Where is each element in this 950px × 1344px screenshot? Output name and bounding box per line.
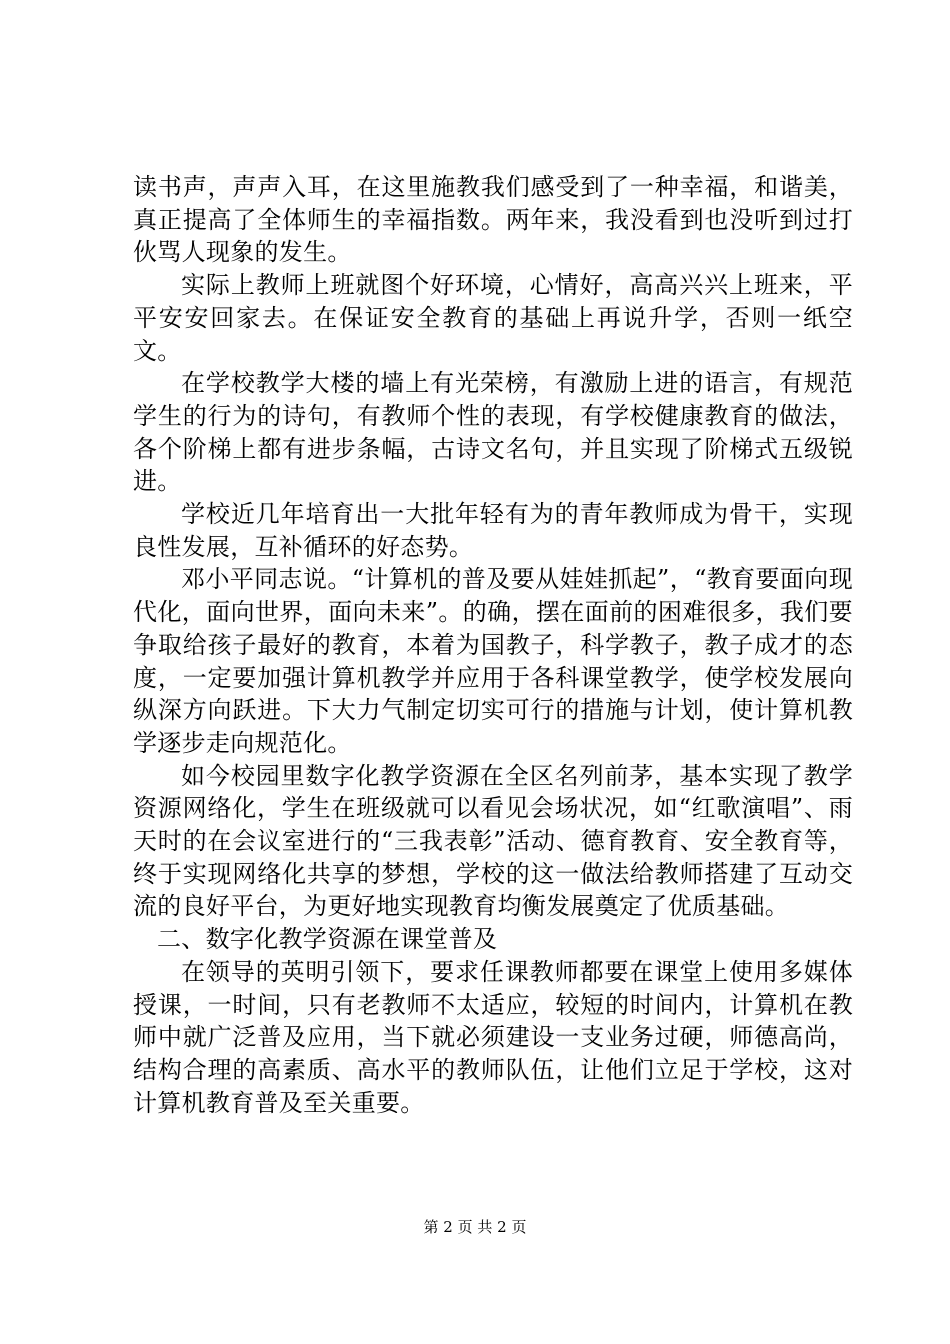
paragraph: 如今校园里数字化教学资源在全区名列前茅，基本实现了教学资源网络化，学生在班级就可以看见会场状况，如“红歌演唱”、雨天时的在会议室进行的“三我表彰”活动、德育教育、安全教育等，终于实现网络化共享的梦想，学校的这一做法给教师搭建了互动交流的良好平台，为更好地实现教育均衡发展奠定了优质基础。 — [133, 761, 853, 921]
paragraph: 邓小平同志说。“计算机的普及要从娃娃抓起”，“教育要面向现代化，面向世界，面向未来”。的确，摆在面前的困难很多，我们要争取给孩子最好的教育，本着为国教子，科学教子，教子成才的态度，一定要加强计算机教学并应用于各科课堂教学，使学校发展向纵深方向跃进。下大力气制定切实可行的措施与计划，使计算机教学逐步走向规范化。 — [133, 565, 853, 757]
section-heading: 二、数字化教学资源在课堂普及 — [157, 925, 498, 954]
page-number-label: 第 2 页 共 2 页 — [423, 1218, 527, 1236]
paragraph: 在学校教学大楼的墙上有光荣榜，有激励上进的语言，有规范学生的行为的诗句，有教师个性的表现，有学校健康教育的做法，各个阶梯上都有进步条幅，古诗文名句，并且实现了阶梯式五级锐进。 — [133, 369, 853, 496]
paragraph: 在领导的英明引领下，要求任课教师都要在课堂上使用多媒体授课，一时间，只有老教师不太适应，较短的时间内，计算机在教师中就广泛普及应用，当下就必须建设一支业务过硬，师德高尚，结构合理的高素质、高水平的教师队伍，让他们立足于学校，这对计算机教育普及至关重要。 — [133, 957, 853, 1117]
paragraph: 实际上教师上班就图个好环境，心情好，高高兴兴上班来，平平安安回家去。在保证安全教育的基础上再说升学，否则一纸空文。 — [133, 271, 853, 365]
document-body — [133, 171, 853, 1119]
page-footer — [0, 1217, 950, 1237]
paragraph: 学校近几年培育出一大批年轻有为的青年教师成为骨干，实现良性发展，互补循环的好态势。 — [133, 500, 853, 561]
paragraph-continued: 读书声，声声入耳，在这里施教我们感受到了一种幸福，和谐美，真正提高了全体师生的幸福指数。两年来，我没看到也没听到过打伙骂人现象的发生。 — [133, 173, 853, 267]
